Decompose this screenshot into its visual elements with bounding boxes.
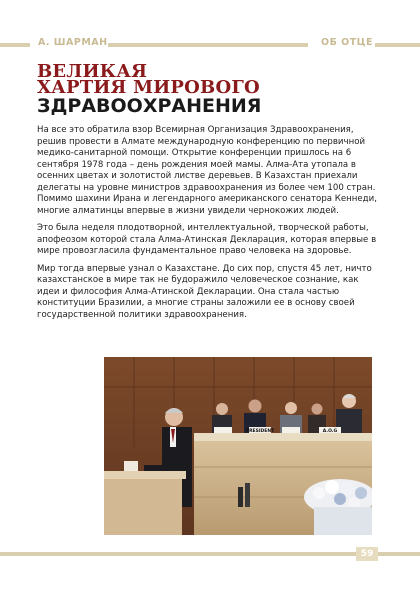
header-rule-right — [375, 43, 420, 47]
running-header-author: А. ШАРМАН — [38, 37, 108, 48]
page-number: 59 — [356, 547, 378, 561]
header-rule-left — [0, 43, 30, 47]
paragraph-2: Это была неделя плодотворной, интеллектуальной, творческой работы, апофеозом которой стала Алма-Атинская Декларация, которая впервые в мире провозгласила фундаментальное право человека на здоровье. — [37, 223, 377, 256]
title-line-3: ЗДРАВООХРАНЕНИЯ — [37, 95, 262, 117]
placard-2: PRESIDENT — [245, 428, 275, 434]
paragraph-1: На все это обратила взор Всемирная Организация Здравоохранения, решив провести в Алмате международную конференцию по первичной медико-санитарной помощи. Открытие конференции пришлось на 6 сентября 1978 года – день рождения моей мамы. Алма-Ата утопала в осенних цветах и золотистой листве деревьев. В Казахстан приехали делегаты на уровне министров здравоохранения из более чем 100 стран. Помимо шахини Ирана и легендарного американского сенатора Кеннеди, многие алматинцы впервые в жизни увидели чернокожих людей. — [37, 125, 377, 216]
header-rule-middle — [108, 43, 308, 47]
footer-rule-left — [0, 552, 356, 556]
conference-photo-illustration — [104, 357, 372, 535]
conference-photo — [104, 357, 372, 535]
title-line-2: ХАРТИЯ МИРОВОГО — [37, 77, 260, 98]
article-body — [37, 125, 383, 327]
flowers — [304, 479, 372, 535]
running-header-section: ОБ ОТЦЕ — [321, 37, 373, 48]
footer-rule-right — [378, 552, 420, 556]
placard-4: A.O.G — [322, 428, 338, 434]
paragraph-3: Мир тогда впервые узнал о Казахстане. До сих пор, спустя 45 лет, ничто казахстанское в мире так не будоражило человеческое сознание, как идеи и философия Алма-Атинской Декларации. Она стала частью конституции Бразилии, а многие страны заложили ее в основу своей государственной политики здравоохранения. — [37, 263, 372, 320]
title-line-1: ВЕЛИКАЯ — [37, 61, 148, 82]
